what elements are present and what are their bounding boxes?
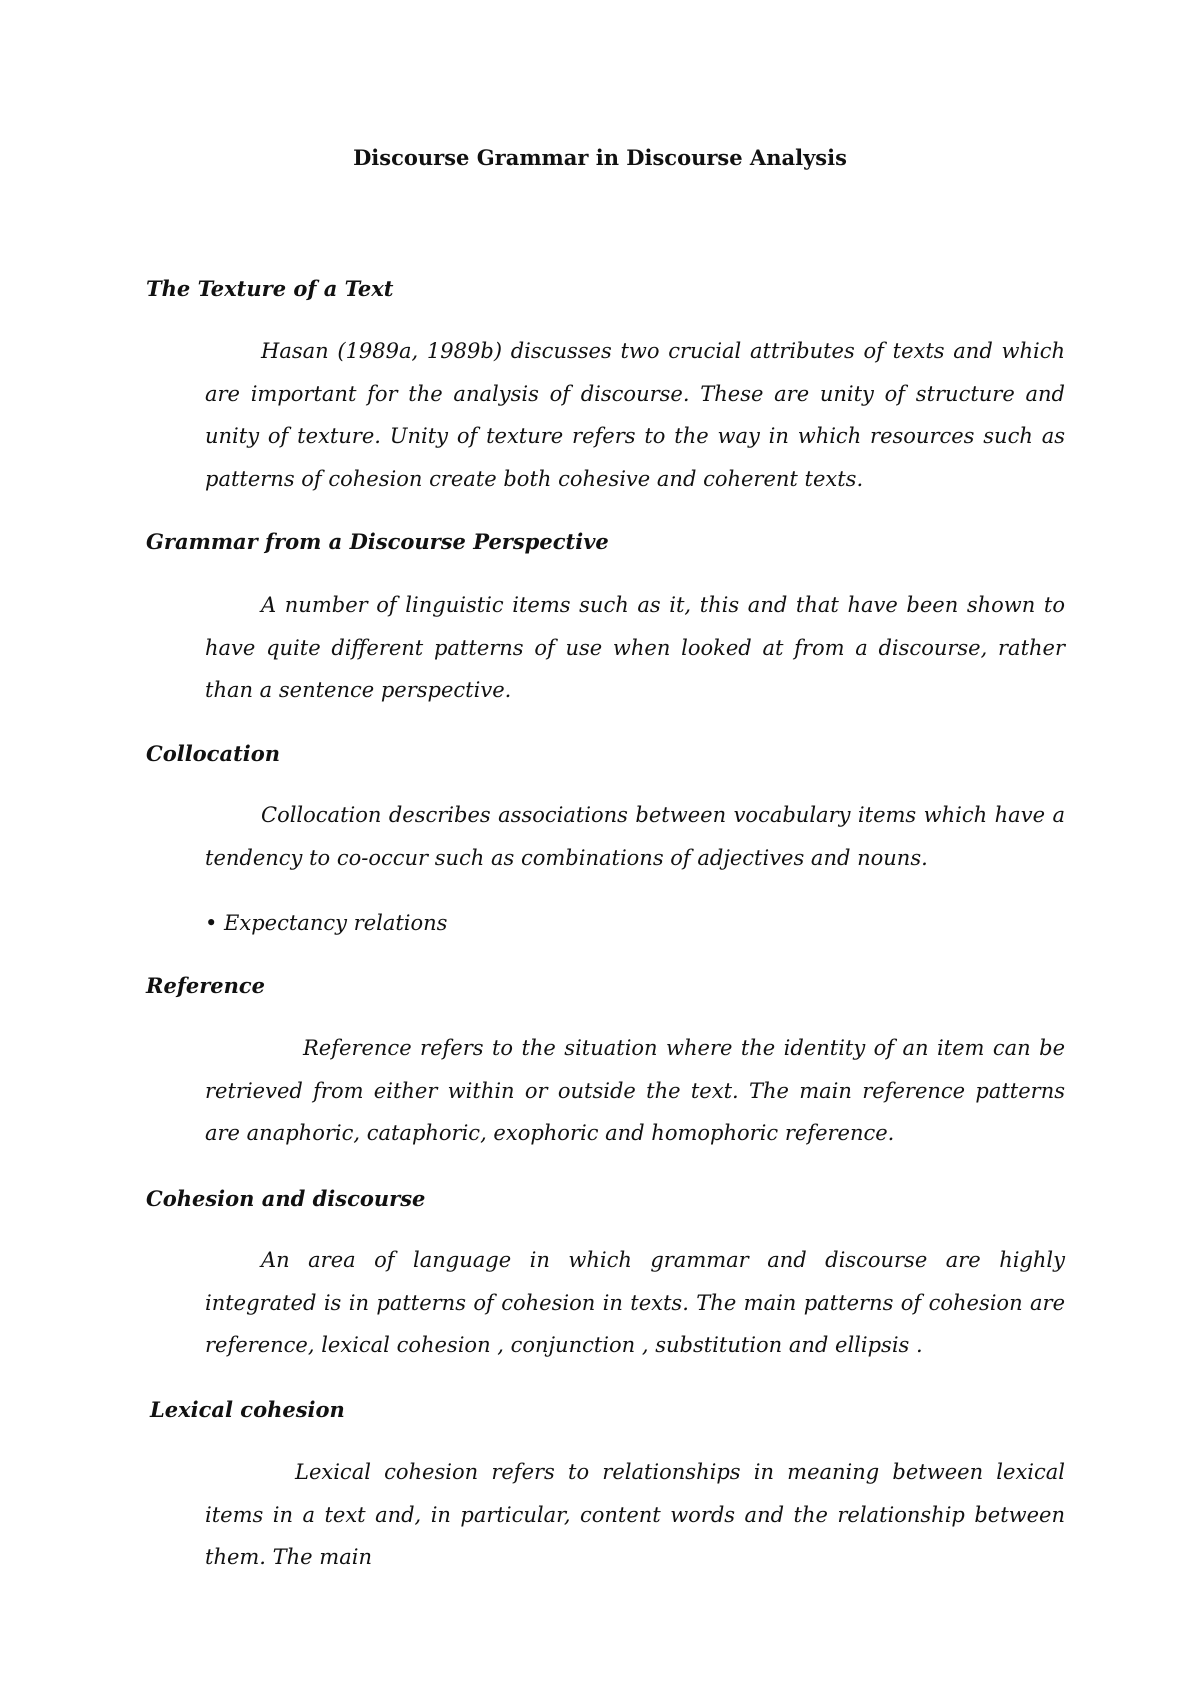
section-paragraph-cohesion: An area of language in which grammar and discourse are highly integrated is in patterns of cohesion in texts. The main patterns of cohesion are reference, lexical cohesion , conjunction , substitution and ellipsis .	[205, 1248, 1065, 1357]
section-heading-reference: Reference	[146, 973, 266, 998]
section-heading-texture: The Texture of a Text	[146, 276, 394, 301]
section-heading-cohesion: Cohesion and discourse	[146, 1186, 426, 1211]
section-paragraph-reference: Reference refers to the situation where the identity of an item can be retrieved from either within or outside the text. The main reference patterns are anaphoric, cataphoric, exophoric and homophoric reference.	[205, 1036, 1065, 1145]
section-paragraph-grammar: A number of linguistic items such as it, this and that have been shown to have quite different patterns of use when looked at from a discourse, rather than a sentence perspective.	[205, 593, 1065, 702]
document-title: Discourse Grammar in Discourse Analysis	[353, 145, 847, 170]
section-paragraph-texture: Hasan (1989a, 1989b) discusses two crucial attributes of texts and which are important for the analysis of discourse. These are unity of structure and unity of texture. Unity of texture refers to the way in which resources such as patterns of cohesion create both cohesive and coherent texts.	[205, 339, 1065, 491]
section-heading-lexical-cohesion: Lexical cohesion	[150, 1397, 345, 1422]
section-paragraph-collocation: Collocation describes associations between vocabulary items which have a tendency to co-occur such as combinations of adjectives and nouns.	[205, 803, 1065, 870]
section-heading-grammar: Grammar from a Discourse Perspective	[146, 529, 609, 554]
section-heading-collocation: Collocation	[146, 741, 281, 766]
bullet-expectancy-relations: • Expectancy relations	[205, 911, 448, 935]
section-paragraph-lexical-cohesion: Lexical cohesion refers to relationships in meaning between lexical items in a text and, in particular, content words and the relationship between them. The main	[205, 1460, 1065, 1569]
